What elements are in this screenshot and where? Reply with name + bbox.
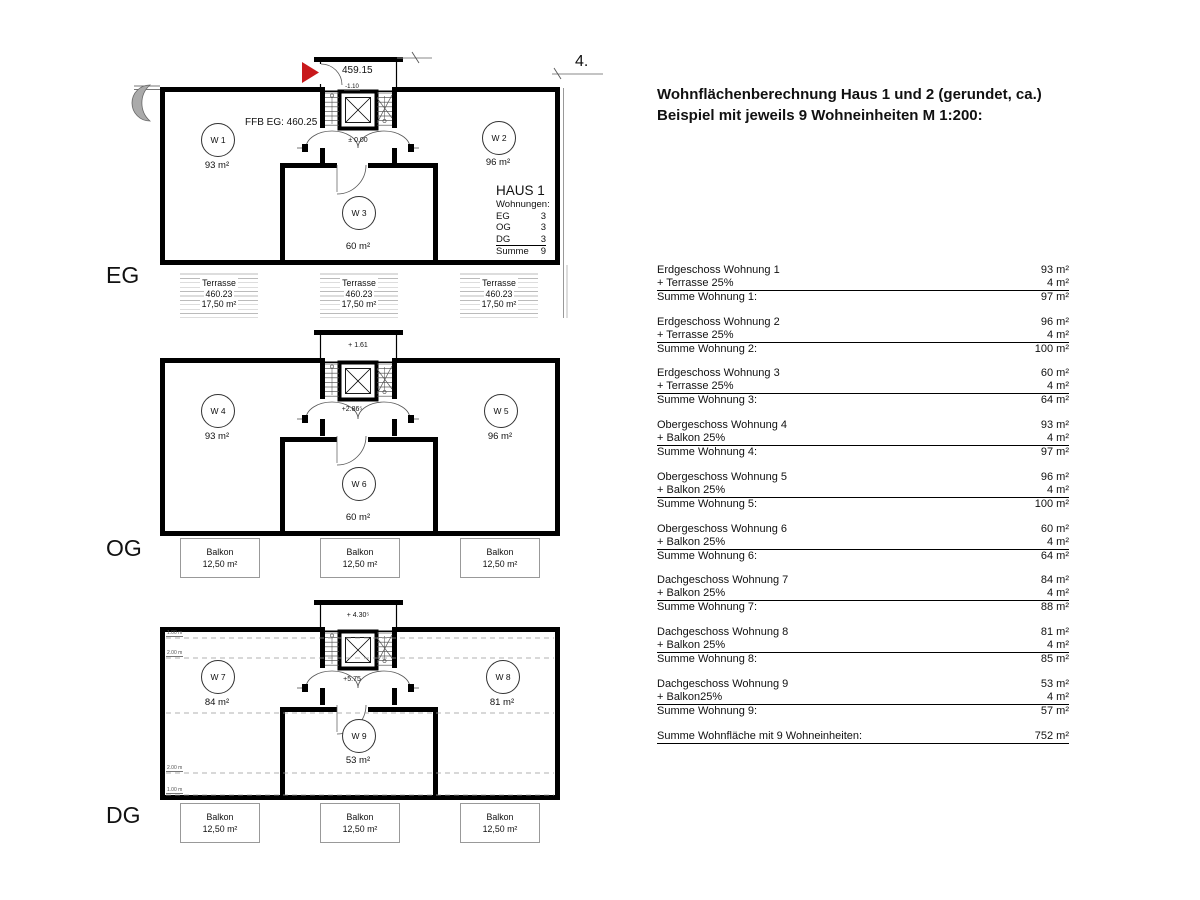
table-row: Summe Wohnung 2: 100 m² <box>657 342 1069 355</box>
balcony-box <box>180 803 260 843</box>
unit-area: 93 m² <box>204 160 230 171</box>
balcony-name: Balkon <box>206 812 234 822</box>
table-row: Obergeschoss Wohnung 6 60 m² <box>657 523 1069 535</box>
balcony-box <box>180 538 260 578</box>
balcony-box <box>460 538 540 578</box>
unit-area: 96 m² <box>487 431 513 442</box>
table-row: Dachgeschoss Wohnung 8 81 m² <box>657 626 1069 638</box>
page-title-line1: Wohnflächenberechnung Haus 1 und 2 (gerundet, ca.) <box>657 86 1042 103</box>
table-row: Summe Wohnung 3: 64 m² <box>657 393 1069 406</box>
terrace-box <box>320 270 398 318</box>
entry-marker-icon <box>302 62 319 83</box>
haus-title: HAUS 1 <box>496 183 545 198</box>
table-row: Erdgeschoss Wohnung 1 93 m² <box>657 264 1069 276</box>
table-row: Erdgeschoss Wohnung 2 96 m² <box>657 316 1069 328</box>
table-group <box>657 367 1069 407</box>
balcony-box <box>320 538 400 578</box>
unit-area: 96 m² <box>485 157 511 168</box>
terrace-area: 17,50 m² <box>481 299 517 310</box>
table-row: Dachgeschoss Wohnung 7 84 m² <box>657 574 1069 586</box>
balcony-name: Balkon <box>346 547 374 557</box>
floor-label-og: OG <box>106 535 142 561</box>
table-row: Summe Wohnung 7: 88 m² <box>657 600 1069 613</box>
elevation-mark: + 4.30⁵ <box>346 612 370 619</box>
haus-info-block <box>496 183 550 258</box>
unit-area: 81 m² <box>489 697 515 708</box>
balcony-area: 12,50 m² <box>482 559 518 569</box>
balcony-box <box>460 803 540 843</box>
balcony-name: Balkon <box>206 547 234 557</box>
table-group <box>657 678 1069 718</box>
unit-area: 60 m² <box>345 512 371 523</box>
table-total-label: Summe Wohnfläche mit 9 Wohneinheiten: <box>657 730 863 742</box>
table-row: Summe Wohnung 5: 100 m² <box>657 497 1069 510</box>
table-total <box>657 730 1069 744</box>
table-row: Erdgeschoss Wohnung 3 60 m² <box>657 367 1069 379</box>
table-group <box>657 471 1069 511</box>
table-row: Obergeschoss Wohnung 5 96 m² <box>657 471 1069 483</box>
roof-height-label: 2.00 m <box>167 765 183 771</box>
balcony-area: 12,50 m² <box>202 824 238 834</box>
haus-row: OG 3 <box>496 222 546 233</box>
table-row: Summe Wohnung 6: 64 m² <box>657 549 1069 562</box>
table-row: + Terrasse 25% 4 m² <box>657 276 1069 289</box>
table-row: + Balkon 25% 4 m² <box>657 535 1069 548</box>
table-row: Summe Wohnung 1: 97 m² <box>657 290 1069 303</box>
balcony-area: 12,50 m² <box>342 559 378 569</box>
terrace-area: 17,50 m² <box>341 299 377 310</box>
crescent-symbol <box>132 85 150 121</box>
elevation-mark: ± 0.00 <box>348 137 368 144</box>
table-row: + Terrasse 25% 4 m² <box>657 379 1069 392</box>
table-group <box>657 419 1069 459</box>
table-row: + Balkon25% 4 m² <box>657 690 1069 703</box>
unit-circle: W 8 <box>486 660 520 694</box>
haus-row: DG 3 <box>496 233 546 245</box>
elevation-mark: -1.10 <box>345 84 359 90</box>
unit-circle: W 3 <box>342 196 376 230</box>
terrace-box <box>460 270 538 318</box>
terrace-box <box>180 270 258 318</box>
table-row: Obergeschoss Wohnung 4 93 m² <box>657 419 1069 431</box>
haus-sum-row: Summe 9 <box>496 246 546 257</box>
floor-label-eg: EG <box>106 262 140 288</box>
unit-circle: W 1 <box>201 123 235 157</box>
terrace-elev: 460.23 <box>345 288 373 299</box>
terrace-elev: 460.23 <box>485 288 513 299</box>
table-row: + Balkon 25% 4 m² <box>657 586 1069 599</box>
roof-height-label: 1.00 m <box>167 630 183 636</box>
terrace-name: Terrasse <box>342 278 376 289</box>
balcony-name: Balkon <box>486 812 514 822</box>
table-row: Dachgeschoss Wohnung 9 53 m² <box>657 678 1069 690</box>
table-row: + Balkon 25% 4 m² <box>657 483 1069 496</box>
floor-label-dg: DG <box>106 802 141 828</box>
table-group <box>657 574 1069 614</box>
ffb-label: FFB EG: 460.25 <box>245 117 318 128</box>
table-row: + Balkon 25% 4 m² <box>657 431 1069 444</box>
terrace-elev: 460.23 <box>205 288 233 299</box>
haus-row: EG 3 <box>496 210 546 222</box>
unit-area: 60 m² <box>345 241 371 252</box>
table-group <box>657 264 1069 304</box>
page-title <box>657 84 1097 126</box>
elevation-mark: +2.86⁵ <box>341 406 363 413</box>
table-row: Summe Wohnung 8: 85 m² <box>657 652 1069 665</box>
entry-elevation: 459.15 <box>342 65 373 76</box>
balcony-area: 12,50 m² <box>342 824 378 834</box>
terrace-area: 17,50 m² <box>201 299 237 310</box>
table-row: + Balkon 25% 4 m² <box>657 638 1069 651</box>
sheet-number: 4. <box>575 53 589 70</box>
balcony-name: Balkon <box>486 547 514 557</box>
roof-height-label: 1.00 m <box>167 787 183 793</box>
haus-subtitle: Wohnungen: <box>496 199 550 210</box>
unit-area: 93 m² <box>204 431 230 442</box>
unit-area: 53 m² <box>345 755 371 766</box>
balcony-area: 12,50 m² <box>202 559 238 569</box>
unit-circle: W 6 <box>342 467 376 501</box>
roof-height-label: 2.00 m <box>167 650 183 656</box>
elevation-mark: +5.75 <box>343 676 361 683</box>
table-group <box>657 523 1069 563</box>
page-title-line2: Beispiel mit jeweils 9 Wohneinheiten M 1:200: <box>657 107 983 124</box>
table-total-row <box>657 730 1069 744</box>
unit-circle: W 5 <box>484 394 518 428</box>
unit-area: 84 m² <box>204 697 230 708</box>
table-row: Summe Wohnung 9: 57 m² <box>657 704 1069 717</box>
unit-circle: W 9 <box>342 719 376 753</box>
table-group <box>657 316 1069 356</box>
unit-circle: W 2 <box>482 121 516 155</box>
table-total-value: 752 m² <box>1034 730 1069 742</box>
table-row: + Terrasse 25% 4 m² <box>657 328 1069 341</box>
balcony-box <box>320 803 400 843</box>
table-group <box>657 626 1069 666</box>
door-arc <box>321 64 342 85</box>
unit-circle: W 4 <box>201 394 235 428</box>
balcony-name: Balkon <box>346 812 374 822</box>
table-row: Summe Wohnung 4: 97 m² <box>657 445 1069 458</box>
terrace-name: Terrasse <box>482 278 516 289</box>
terrace-name: Terrasse <box>202 278 236 289</box>
unit-circle: W 7 <box>201 660 235 694</box>
balcony-area: 12,50 m² <box>482 824 518 834</box>
elevation-mark: + 1.61 <box>348 342 368 349</box>
